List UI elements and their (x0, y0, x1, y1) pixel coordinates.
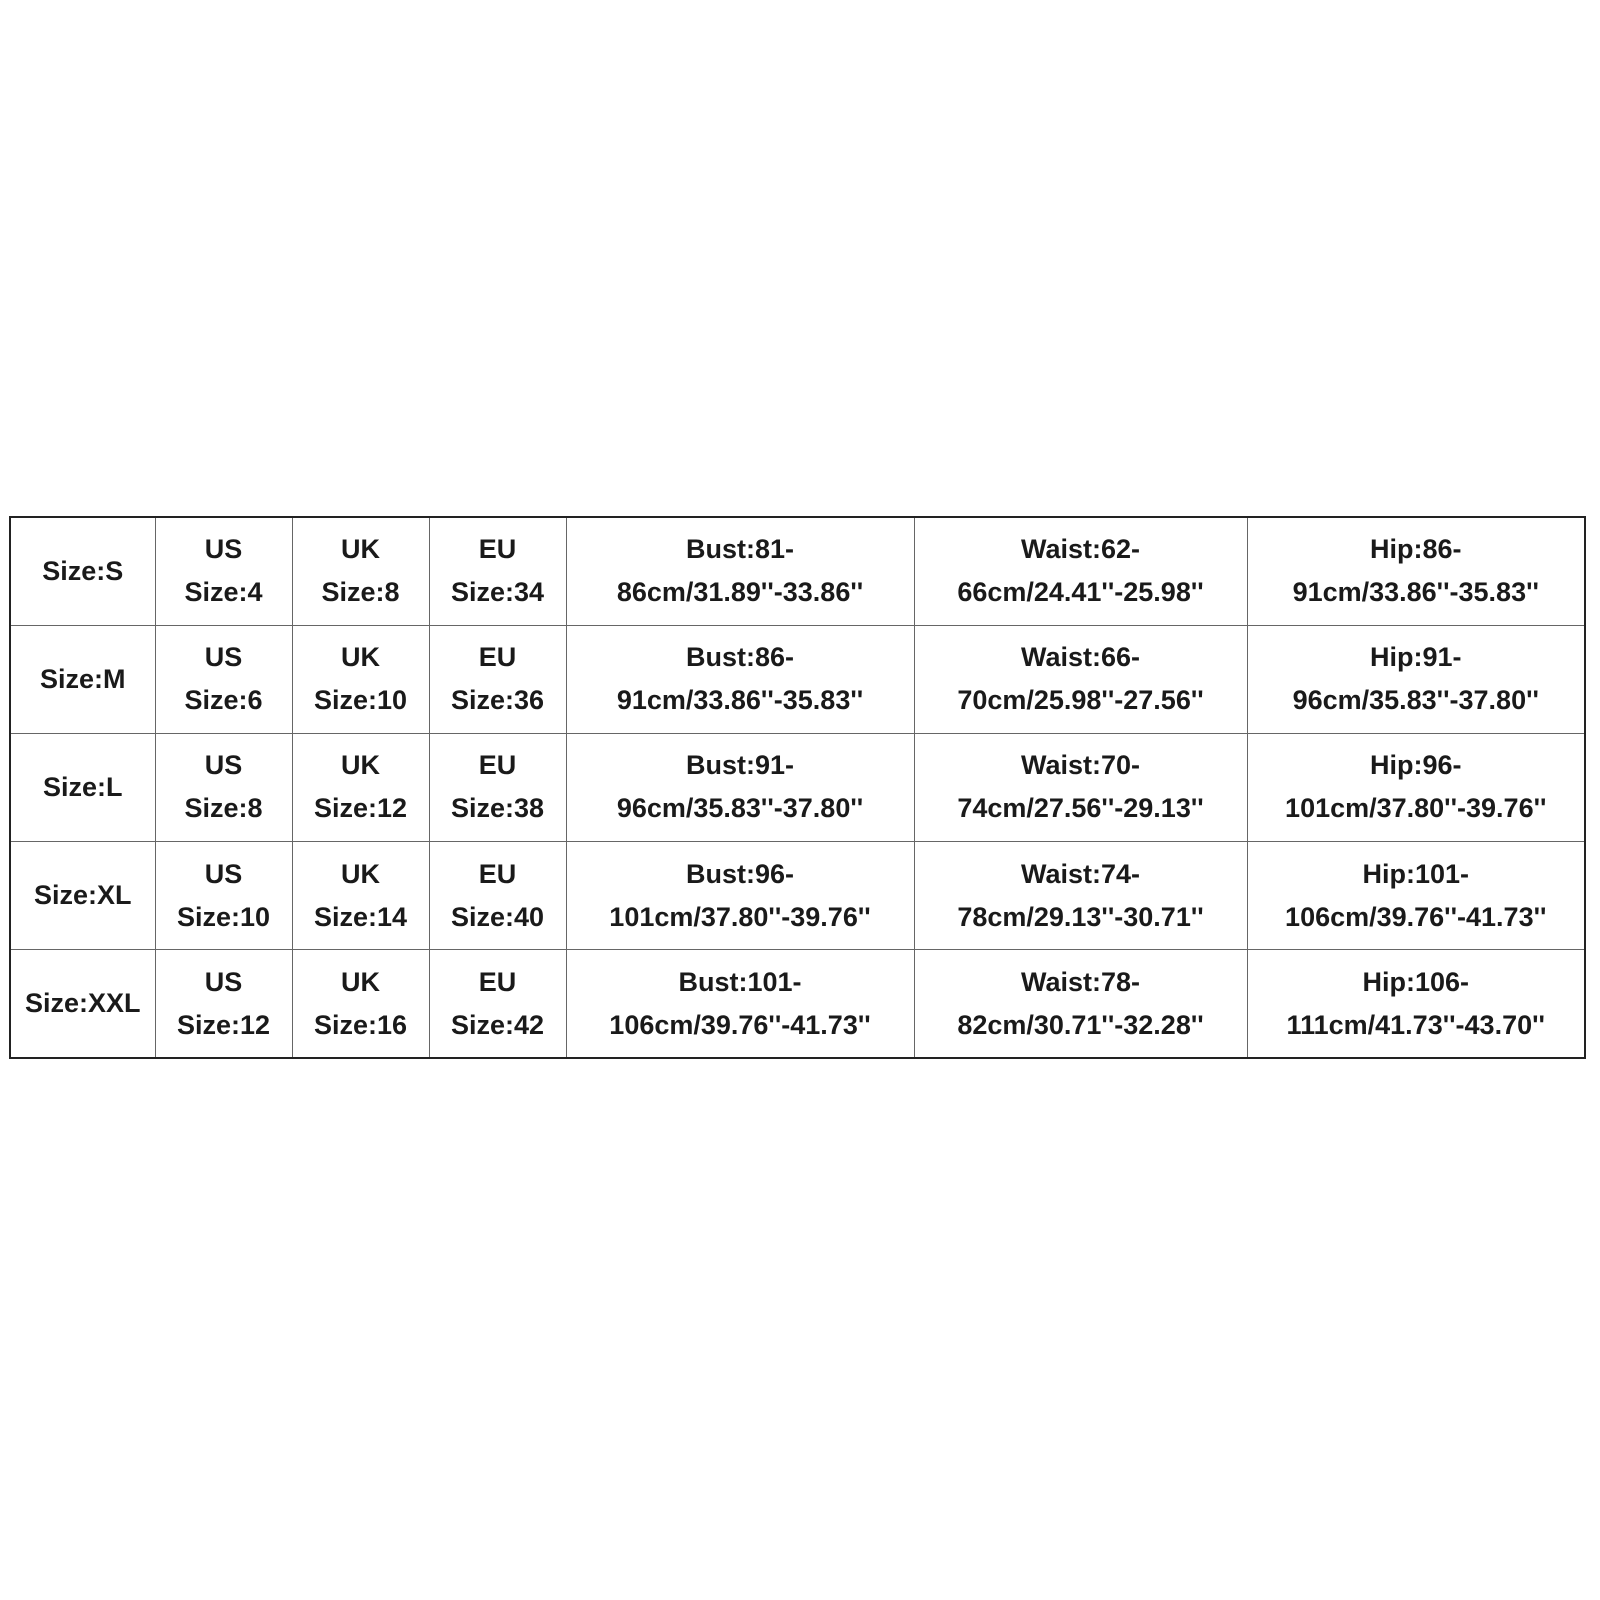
size-chart-body (10, 517, 1585, 1058)
cell-text-line: Waist:70- (1020, 750, 1141, 781)
cell-text-line: Bust:86- (685, 642, 794, 673)
cell-eu (429, 625, 566, 733)
cell-size: Size:XL (10, 842, 155, 950)
cell-waist (914, 733, 1247, 841)
cell-text-line: Size:8 (321, 577, 400, 608)
cell-text-line: Size:38 (450, 793, 545, 824)
cell-text-line: Hip:86- (1369, 534, 1462, 565)
cell-text-line: EU (478, 750, 517, 781)
cell-text-line: 96cm/35.83''-37.80'' (616, 793, 864, 824)
cell-text-line: UK (341, 750, 380, 781)
cell-text-line: 96cm/35.83''-37.80'' (1292, 685, 1539, 716)
cell-eu (429, 842, 566, 950)
table-row (10, 517, 1585, 625)
cell-eu (429, 517, 566, 625)
cell-text-line: UK (341, 642, 380, 673)
cell-bust (566, 842, 914, 950)
cell-text-line: Hip:106- (1362, 966, 1470, 997)
cell-text-line: Size:12 (176, 1009, 271, 1040)
cell-bust (566, 733, 914, 841)
cell-text-line: Size:40 (450, 901, 545, 932)
cell-hip (1247, 950, 1585, 1058)
cell-waist (914, 950, 1247, 1058)
cell-size: Size:L (10, 733, 155, 841)
cell-uk (292, 733, 429, 841)
cell-text-line: Size:16 (313, 1009, 408, 1040)
cell-text-line: Size:8 (184, 793, 263, 824)
cell-text-line: Waist:74- (1020, 858, 1141, 889)
cell-text-line: EU (478, 858, 517, 889)
cell-text-line: Size:6 (184, 685, 263, 716)
cell-text-line: Size:10 (176, 901, 271, 932)
cell-text-line: 106cm/39.76''-41.73'' (1285, 901, 1547, 932)
cell-size: Size:XXL (10, 950, 155, 1058)
cell-text-line: Size:4 (184, 577, 263, 608)
cell-bust (566, 625, 914, 733)
cell-bust (566, 950, 914, 1058)
cell-us (155, 842, 292, 950)
cell-waist (914, 842, 1247, 950)
cell-uk (292, 517, 429, 625)
cell-text-line: US (204, 966, 243, 997)
cell-text-line: Bust:91- (685, 750, 794, 781)
cell-text-line: Size:34 (450, 577, 545, 608)
cell-text-line: Waist:78- (1020, 966, 1141, 997)
cell-uk (292, 842, 429, 950)
cell-text-line: 78cm/29.13''-30.71'' (957, 901, 1204, 932)
cell-eu (429, 733, 566, 841)
cell-text-line: 106cm/39.76''-41.73'' (609, 1009, 871, 1040)
cell-us (155, 733, 292, 841)
cell-text-line: Size:42 (450, 1009, 545, 1040)
cell-hip (1247, 517, 1585, 625)
cell-hip (1247, 625, 1585, 733)
cell-text-line: US (204, 534, 243, 565)
cell-text-line: 66cm/24.41''-25.98'' (957, 577, 1204, 608)
cell-uk (292, 950, 429, 1058)
cell-text-line: Size:10 (313, 685, 408, 716)
cell-text-line: Hip:101- (1362, 858, 1470, 889)
cell-size: Size:S (10, 517, 155, 625)
cell-hip (1247, 842, 1585, 950)
table-row (10, 950, 1585, 1058)
cell-text-line: 86cm/31.89''-33.86'' (616, 577, 864, 608)
cell-size: Size:M (10, 625, 155, 733)
cell-text-line: 91cm/33.86''-35.83'' (616, 685, 864, 716)
cell-text-line: EU (478, 642, 517, 673)
cell-text-line: US (204, 858, 243, 889)
cell-text-line: Hip:91- (1369, 642, 1462, 673)
cell-text-line: Bust:96- (685, 858, 794, 889)
cell-text-line: 70cm/25.98''-27.56'' (957, 685, 1204, 716)
table-row (10, 625, 1585, 733)
cell-text-line: 101cm/37.80''-39.76'' (609, 901, 871, 932)
cell-text-line: 82cm/30.71''-32.28'' (957, 1009, 1204, 1040)
cell-text-line: Hip:96- (1369, 750, 1462, 781)
cell-text-line: UK (341, 966, 380, 997)
cell-us (155, 625, 292, 733)
cell-text-line: UK (341, 858, 380, 889)
cell-text-line: Waist:62- (1020, 534, 1141, 565)
cell-bust (566, 517, 914, 625)
cell-us (155, 517, 292, 625)
cell-text-line: Size:12 (313, 793, 408, 824)
cell-text-line: 74cm/27.56''-29.13'' (957, 793, 1204, 824)
table-row (10, 842, 1585, 950)
cell-text-line: Bust:101- (678, 966, 802, 997)
cell-text-line: US (204, 750, 243, 781)
cell-waist (914, 517, 1247, 625)
cell-text-line: US (204, 642, 243, 673)
cell-text-line: EU (478, 966, 517, 997)
cell-hip (1247, 733, 1585, 841)
cell-text-line: Size:14 (313, 901, 408, 932)
size-chart-table (9, 516, 1586, 1059)
cell-waist (914, 625, 1247, 733)
table-row (10, 733, 1585, 841)
cell-us (155, 950, 292, 1058)
cell-uk (292, 625, 429, 733)
cell-text-line: 111cm/41.73''-43.70'' (1286, 1009, 1545, 1040)
cell-text-line: Size:36 (450, 685, 545, 716)
cell-text-line: EU (478, 534, 517, 565)
cell-eu (429, 950, 566, 1058)
cell-text-line: 101cm/37.80''-39.76'' (1285, 793, 1547, 824)
cell-text-line: Waist:66- (1020, 642, 1141, 673)
cell-text-line: 91cm/33.86''-35.83'' (1292, 577, 1539, 608)
cell-text-line: Bust:81- (685, 534, 794, 565)
cell-text-line: UK (341, 534, 380, 565)
